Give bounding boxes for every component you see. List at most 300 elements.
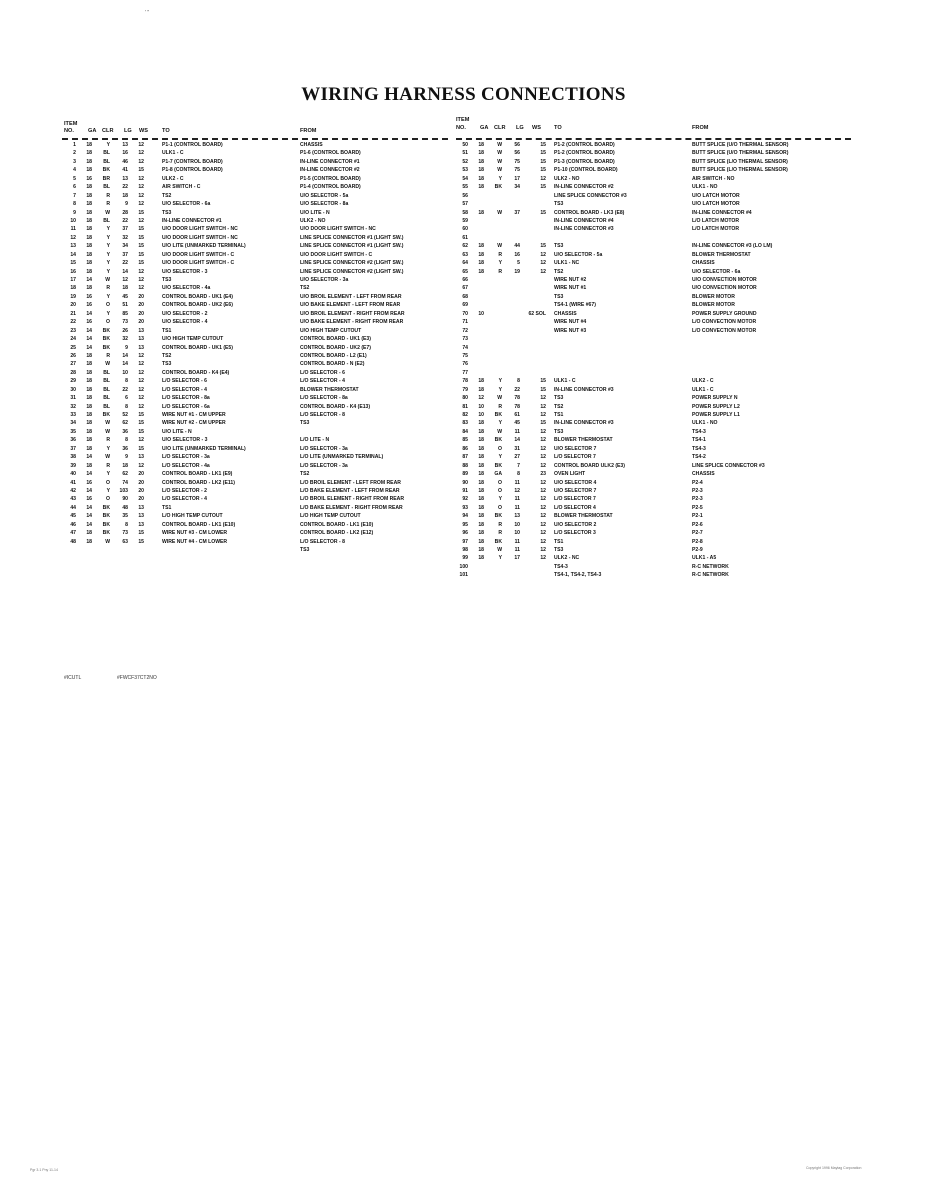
cell-gauge: 18 bbox=[86, 369, 92, 376]
cell-from-terminal: IN-LINE CONNECTOR #1 bbox=[300, 158, 360, 165]
cell-item-no: 14 bbox=[70, 251, 76, 258]
cell-wire-size: 15 bbox=[138, 209, 144, 216]
cell-item-no: 69 bbox=[462, 302, 468, 309]
cell-length: 12 bbox=[514, 487, 520, 494]
cell-color: BK bbox=[102, 336, 110, 343]
cell-length: 11 bbox=[514, 496, 520, 503]
cell-item-no: 36 bbox=[70, 437, 76, 444]
cell-item-no: 74 bbox=[462, 344, 468, 351]
cell-gauge: 18 bbox=[478, 150, 484, 157]
table-row bbox=[456, 453, 851, 461]
cell-color: BL bbox=[103, 158, 110, 165]
cell-from-terminal: U/O CONVECTION MOTOR bbox=[692, 285, 757, 292]
cell-gauge: 18 bbox=[478, 209, 484, 216]
cell-gauge: 14 bbox=[86, 471, 92, 478]
cell-from-terminal: U/O DOOR LIGHT SWITCH - NC bbox=[300, 226, 376, 233]
cell-item-no: 100 bbox=[459, 563, 468, 570]
cell-length: 8 bbox=[125, 403, 128, 410]
cell-gauge: 18 bbox=[86, 268, 92, 275]
header-to: TO bbox=[162, 128, 170, 134]
cell-item-no: 40 bbox=[70, 471, 76, 478]
cell-to-terminal: WIRE NUT #2 - CM UPPER bbox=[162, 420, 226, 427]
cell-to-terminal: L/O SELECTOR - 6 bbox=[162, 378, 207, 385]
cell-gauge: 14 bbox=[86, 487, 92, 494]
cell-to-terminal: WIRE NUT #1 - CM UPPER bbox=[162, 412, 226, 418]
cell-color: BL bbox=[103, 150, 110, 157]
table-row bbox=[62, 445, 448, 453]
cell-color: Y bbox=[106, 142, 110, 148]
cell-item-no: 34 bbox=[70, 420, 76, 427]
cell-gauge: 18 bbox=[478, 251, 484, 258]
cell-item-no: 16 bbox=[70, 268, 76, 275]
cell-wire-size: 12 bbox=[540, 462, 546, 469]
cell-from-terminal: TS4-1 bbox=[692, 437, 706, 444]
cell-from-terminal: BUTT SPLICE (L/O THERMAL SENSOR) bbox=[692, 158, 788, 165]
cell-from-terminal: R-C NETWORK bbox=[692, 563, 729, 570]
cell-length: 18 bbox=[122, 192, 128, 199]
cell-wire-size: 13 bbox=[138, 454, 144, 461]
cell-wire-size: 20 bbox=[138, 293, 144, 300]
cell-gauge: 16 bbox=[86, 319, 92, 326]
header-no: NO. bbox=[456, 125, 466, 131]
cell-length: 61 bbox=[514, 412, 520, 418]
cell-from-terminal: POWER SUPPLY GROUND bbox=[692, 310, 757, 317]
cell-gauge: 14 bbox=[86, 521, 92, 528]
left-table bbox=[62, 121, 448, 554]
cell-from-terminal: BUTT SPLICE (U/O THERMAL SENSOR) bbox=[692, 150, 789, 157]
cell-item-no: 4 bbox=[73, 167, 76, 174]
cell-length: 90 bbox=[122, 496, 128, 503]
cell-gauge: 10 bbox=[478, 310, 484, 317]
cell-color: Y bbox=[498, 555, 502, 562]
cell-to-terminal: L/O SELECTOR 7 bbox=[554, 496, 596, 503]
cell-item-no: 9 bbox=[73, 209, 76, 216]
cell-item-no: 55 bbox=[462, 184, 468, 191]
cell-length: 19 bbox=[514, 268, 520, 275]
cell-to-terminal: P1-1 (CONTROL BOARD) bbox=[162, 142, 223, 148]
cell-color: Y bbox=[106, 293, 110, 300]
cell-wire-size: 12 bbox=[138, 369, 144, 376]
cell-wire-size: 15 bbox=[540, 420, 546, 427]
cell-gauge: 18 bbox=[86, 260, 92, 267]
header-clr: CLR bbox=[102, 128, 114, 134]
cell-color: BL bbox=[103, 395, 110, 402]
cell-length: 31 bbox=[514, 445, 520, 452]
cell-color: W bbox=[497, 209, 502, 216]
cell-gauge: 18 bbox=[86, 462, 92, 469]
table-row bbox=[62, 479, 448, 487]
cell-color: BK bbox=[102, 521, 110, 528]
header-item: ITEM bbox=[456, 117, 470, 123]
cell-gauge: 18 bbox=[86, 167, 92, 174]
cell-color: BL bbox=[103, 378, 110, 385]
table-row bbox=[62, 352, 448, 360]
cell-gauge: 18 bbox=[86, 142, 92, 148]
cell-gauge: 18 bbox=[86, 234, 92, 241]
cell-from-terminal: TS4-3 bbox=[692, 428, 706, 435]
table-row bbox=[62, 495, 448, 503]
cell-wire-size: 15 bbox=[138, 530, 144, 537]
cell-to-terminal: U/O SELECTOR - 2 bbox=[162, 310, 208, 317]
cell-from-terminal: IN-LINE CONNECTOR #3 (LO LM) bbox=[692, 243, 773, 250]
cell-length: 14 bbox=[122, 361, 128, 368]
table-row bbox=[62, 487, 448, 495]
cell-wire-size: 15 bbox=[138, 251, 144, 258]
cell-gauge: 18 bbox=[86, 428, 92, 435]
cell-wire-size: 12 bbox=[540, 268, 546, 275]
cell-wire-size: 12 bbox=[540, 504, 546, 511]
cell-to-terminal: CONTROL BOARD - K4 (E4) bbox=[162, 369, 230, 376]
cell-to-terminal: TS1 bbox=[162, 504, 172, 511]
cell-from-terminal: CHASSIS bbox=[300, 142, 323, 148]
cell-color: O bbox=[498, 445, 502, 452]
cell-color: Y bbox=[498, 420, 502, 427]
table-row bbox=[62, 217, 448, 225]
cell-length: 10 bbox=[122, 369, 128, 376]
cell-wire-size: 13 bbox=[138, 513, 144, 520]
cell-wire-size: 12 bbox=[138, 462, 144, 469]
cell-to-terminal: TS1 bbox=[554, 412, 564, 418]
cell-from-terminal: P2-6 bbox=[692, 521, 703, 528]
cell-item-no: 27 bbox=[70, 361, 76, 368]
cell-from-terminal: CONTROL BOARD - K4 (E13) bbox=[300, 403, 371, 410]
table-row bbox=[62, 369, 448, 377]
cell-to-terminal: U/O SELECTOR - 4 bbox=[162, 319, 208, 326]
cell-wire-size: 12 bbox=[138, 158, 144, 165]
table-row bbox=[456, 436, 851, 444]
cell-from-terminal: U/O DOOR LIGHT SWITCH - C bbox=[300, 251, 373, 258]
cell-length: 35 bbox=[122, 513, 128, 520]
cell-wire-size: 15 bbox=[138, 226, 144, 233]
cell-gauge: 14 bbox=[86, 513, 92, 520]
cell-color: BL bbox=[103, 217, 110, 224]
table-row bbox=[62, 310, 448, 318]
table-row bbox=[456, 495, 851, 503]
cell-item-no: 21 bbox=[70, 310, 76, 317]
cell-wire-size: 12 bbox=[540, 479, 546, 486]
cell-length: 7 bbox=[517, 462, 520, 469]
cell-gauge: 18 bbox=[478, 268, 484, 275]
cell-item-no: 97 bbox=[462, 538, 468, 545]
table-row bbox=[456, 386, 851, 394]
cell-color: R bbox=[106, 462, 110, 469]
cell-item-no: 78 bbox=[462, 378, 468, 385]
cell-to-terminal: TS4-1 (WIRE #67) bbox=[554, 302, 596, 309]
table-row bbox=[62, 301, 448, 309]
cell-wire-size: 12 bbox=[540, 513, 546, 520]
table-row bbox=[456, 479, 851, 487]
footer-small-left: Pgr 3.1 Pny 11-14 bbox=[30, 1168, 58, 1172]
cell-item-no: 38 bbox=[70, 454, 76, 461]
cell-from-terminal: CONTROL BOARD - UK1 (E3) bbox=[300, 336, 371, 343]
cell-wire-size: 12 bbox=[540, 547, 546, 553]
cell-gauge: 18 bbox=[478, 167, 484, 174]
cell-gauge: 16 bbox=[86, 293, 92, 300]
table-row bbox=[456, 158, 851, 166]
table-row bbox=[456, 268, 851, 276]
cell-gauge: 18 bbox=[478, 158, 484, 165]
cell-wire-size: 15 bbox=[138, 428, 144, 435]
cell-gauge: 18 bbox=[478, 142, 484, 148]
cell-color: O bbox=[106, 496, 110, 503]
cell-length: 45 bbox=[122, 293, 128, 300]
cell-wire-size: 15 bbox=[540, 150, 546, 157]
cell-from-terminal: L/O SELECTOR - 8 bbox=[300, 412, 345, 418]
cell-length: 78 bbox=[514, 403, 520, 410]
cell-to-terminal: CHASSIS bbox=[554, 310, 577, 317]
cell-from-terminal: U/O SELECTOR - 3a bbox=[300, 277, 349, 283]
cell-length: 85 bbox=[122, 310, 128, 317]
cell-color: R bbox=[106, 352, 110, 359]
cell-to-terminal: U/O LITE (UNMARKED TERMINAL) bbox=[162, 445, 246, 452]
cell-gauge: 18 bbox=[86, 395, 92, 402]
cell-color: Y bbox=[498, 454, 502, 461]
table-row bbox=[456, 310, 851, 318]
table-row bbox=[456, 571, 851, 579]
cell-item-no: 13 bbox=[70, 243, 76, 250]
cell-to-terminal: WIRE NUT #3 bbox=[554, 327, 587, 334]
cell-color: Y bbox=[106, 310, 110, 317]
cell-length: 75 bbox=[514, 167, 520, 174]
cell-to-terminal: BLOWER THERMOSTAT bbox=[554, 513, 613, 520]
cell-length: 22 bbox=[122, 260, 128, 267]
table-row bbox=[456, 327, 851, 335]
cell-from-terminal: P2-1 bbox=[692, 513, 703, 520]
cell-from-terminal: U/O SELECTOR - 8a bbox=[300, 201, 349, 208]
cell-wire-size: 15 bbox=[138, 260, 144, 267]
cell-gauge: 18 bbox=[86, 352, 92, 359]
cell-gauge: 18 bbox=[86, 530, 92, 537]
table-row bbox=[456, 200, 851, 208]
cell-item-no: 94 bbox=[462, 513, 468, 520]
cell-gauge: 18 bbox=[86, 226, 92, 233]
header-ga: GA bbox=[480, 125, 489, 131]
cell-from-terminal: R-C NETWORK bbox=[692, 572, 729, 579]
cell-wire-size: 12 bbox=[540, 437, 546, 444]
cell-color: R bbox=[106, 201, 110, 208]
cell-gauge: 18 bbox=[478, 175, 484, 182]
cell-color: BR bbox=[102, 175, 110, 182]
cell-item-no: 1 bbox=[73, 142, 76, 148]
table-row bbox=[62, 394, 448, 402]
cell-to-terminal: L/O SELECTOR - 3a bbox=[162, 454, 210, 461]
footer-small-right: Copyright 1996 Maytag Corporation bbox=[806, 1166, 862, 1170]
cell-to-terminal: TS3 bbox=[554, 428, 564, 435]
cell-gauge: 10 bbox=[478, 412, 484, 418]
cell-item-no: 26 bbox=[70, 352, 76, 359]
cell-length: 11 bbox=[514, 479, 520, 486]
cell-item-no: 15 bbox=[70, 260, 76, 267]
cell-from-terminal: P2-5 bbox=[692, 504, 703, 511]
cell-wire-size: 15 bbox=[540, 378, 546, 385]
cell-color: GA bbox=[494, 471, 502, 478]
table-row bbox=[456, 225, 851, 233]
cell-color: Y bbox=[106, 487, 110, 494]
table-row bbox=[62, 403, 448, 411]
cell-item-no: 71 bbox=[462, 319, 468, 326]
cell-item-no: 61 bbox=[462, 234, 468, 241]
cell-length: 5 bbox=[517, 260, 520, 267]
cell-from-terminal: LINE SPLICE CONNECTOR #1 (LIGHT SW.) bbox=[300, 243, 404, 250]
table-row bbox=[62, 268, 448, 276]
cell-to-terminal: ULK2 - C bbox=[162, 175, 184, 182]
cell-from-terminal: P2-3 bbox=[692, 496, 703, 503]
cell-wire-size: 12 bbox=[540, 412, 546, 418]
cell-from-terminal: TS3 bbox=[300, 420, 310, 427]
table-row bbox=[456, 284, 851, 292]
cell-wire-size: 12 bbox=[138, 184, 144, 191]
cell-from-terminal: L/O LITE (UNMARKED TERMINAL) bbox=[300, 454, 384, 461]
cell-color: R bbox=[106, 437, 110, 444]
table-row bbox=[456, 369, 851, 377]
cell-color: BK bbox=[494, 462, 502, 469]
cell-wire-size: 12 bbox=[138, 192, 144, 199]
cell-to-terminal: L/O SELECTOR 4 bbox=[554, 504, 596, 511]
cell-length: 45 bbox=[514, 420, 520, 427]
cell-length: 13 bbox=[514, 513, 520, 520]
cell-from-terminal: L/O BROIL ELEMENT - RIGHT FROM REAR bbox=[300, 496, 405, 503]
table-row bbox=[456, 344, 851, 352]
cell-gauge: 18 bbox=[478, 243, 484, 250]
cell-item-no: 99 bbox=[462, 555, 468, 562]
table-row bbox=[62, 529, 448, 537]
cell-item-no: 64 bbox=[462, 260, 468, 267]
cell-wire-size: 12 bbox=[540, 251, 546, 258]
table-row bbox=[62, 453, 448, 461]
cell-color: W bbox=[497, 243, 502, 250]
cell-length: 8 bbox=[125, 521, 128, 528]
cell-from-terminal: BUTT SPLICE (L/O THERMAL SENSOR) bbox=[692, 167, 788, 174]
cell-item-no: 62 bbox=[462, 243, 468, 250]
table-row bbox=[456, 259, 851, 267]
cell-from-terminal: P1-4 (CONTROL BOARD) bbox=[300, 184, 361, 191]
cell-wire-size: 15 bbox=[540, 386, 546, 393]
cell-item-no: 33 bbox=[70, 412, 76, 418]
cell-from-terminal: CONTROL BOARD - N (E2) bbox=[300, 361, 365, 368]
cell-to-terminal: U/O SELECTOR - 3 bbox=[162, 437, 208, 444]
cell-to-terminal: ULK1 - C bbox=[162, 150, 184, 157]
cell-wire-size: 12 bbox=[138, 403, 144, 410]
cell-color: W bbox=[497, 547, 502, 553]
cell-to-terminal: U/O SELECTOR 7 bbox=[554, 487, 597, 494]
cell-length: 32 bbox=[122, 336, 128, 343]
cell-color: R bbox=[498, 530, 502, 537]
cell-item-no: 51 bbox=[462, 150, 468, 157]
cell-item-no: 23 bbox=[70, 327, 76, 334]
cell-to-terminal: TS3 bbox=[554, 547, 564, 553]
cell-color: BK bbox=[102, 504, 110, 511]
cell-to-terminal: U/O SELECTOR - 4a bbox=[162, 285, 211, 292]
cell-from-terminal: ULK2 - NO bbox=[300, 217, 326, 224]
cell-from-terminal: POWER SUPPLY L1 bbox=[692, 412, 740, 418]
cell-length: 37 bbox=[122, 226, 128, 233]
cell-length: 62 bbox=[122, 420, 128, 427]
cell-item-no: 44 bbox=[70, 504, 76, 511]
cell-to-terminal: IN-LINE CONNECTOR #3 bbox=[554, 226, 614, 233]
right-table-header bbox=[456, 117, 851, 137]
cell-color: W bbox=[105, 428, 110, 435]
cell-gauge: 18 bbox=[478, 260, 484, 267]
cell-from-terminal: U/O BAKE ELEMENT - RIGHT FROM REAR bbox=[300, 319, 404, 326]
cell-gauge: 18 bbox=[478, 521, 484, 528]
cell-gauge: 12 bbox=[478, 395, 484, 402]
cell-from-terminal: P1-5 (CONTROL BOARD) bbox=[300, 175, 361, 182]
cell-to-terminal: U/O LITE - N bbox=[162, 428, 192, 435]
cell-from-terminal: IN-LINE CONNECTOR #4 bbox=[692, 209, 752, 216]
cell-to-terminal: IN-LINE CONNECTOR #3 bbox=[554, 386, 614, 393]
cell-from-terminal: L/O BAKE ELEMENT - RIGHT FROM REAR bbox=[300, 504, 403, 511]
cell-item-no: 59 bbox=[462, 217, 468, 224]
cell-length: 51 bbox=[122, 302, 128, 309]
cell-from-terminal: L/O LITE - N bbox=[300, 437, 330, 444]
table-row bbox=[62, 175, 448, 183]
table-row bbox=[62, 200, 448, 208]
cell-length: 17 bbox=[514, 175, 520, 182]
cell-item-no: 41 bbox=[70, 479, 76, 486]
table-row bbox=[62, 158, 448, 166]
cell-gauge: 18 bbox=[86, 403, 92, 410]
table-row bbox=[456, 242, 851, 250]
cell-from-terminal: U/O LATCH MOTOR bbox=[692, 192, 740, 199]
cell-from-terminal: U/O HIGH TEMP CUTOUT bbox=[300, 327, 362, 334]
cell-gauge: 18 bbox=[478, 462, 484, 469]
cell-to-terminal: L/O SELECTOR - 2 bbox=[162, 487, 207, 494]
cell-wire-size: 15 bbox=[138, 243, 144, 250]
table-row bbox=[62, 318, 448, 326]
cell-length: 11 bbox=[514, 547, 520, 553]
header-separator bbox=[456, 138, 851, 140]
cell-from-terminal: L/O SELECTOR - 4 bbox=[300, 378, 345, 385]
cell-length: 16 bbox=[122, 150, 128, 157]
cell-color: R bbox=[498, 521, 502, 528]
left-rows bbox=[62, 141, 448, 554]
cell-color: Y bbox=[498, 378, 502, 385]
cell-to-terminal: BLOWER THERMOSTAT bbox=[554, 437, 613, 444]
table-row bbox=[456, 175, 851, 183]
cell-item-no: 92 bbox=[462, 496, 468, 503]
cell-color: W bbox=[497, 158, 502, 165]
cell-color: BK bbox=[494, 538, 502, 545]
cell-color: W bbox=[105, 209, 110, 216]
cell-wire-size: 15 bbox=[540, 142, 546, 148]
cell-wire-size: 23 bbox=[540, 471, 546, 478]
cell-color: BK bbox=[102, 530, 110, 537]
cell-length: 63 bbox=[122, 538, 128, 545]
cell-from-terminal: U/O CONVECTION MOTOR bbox=[692, 277, 757, 283]
cell-to-terminal: P1-2 (CONTROL BOARD) bbox=[554, 150, 615, 157]
cell-from-terminal: BUTT SPLICE (U/O THERMAL SENSOR) bbox=[692, 142, 789, 148]
cell-item-no: 53 bbox=[462, 167, 468, 174]
cell-length: 73 bbox=[122, 319, 128, 326]
cell-wire-size: 12 bbox=[540, 496, 546, 503]
cell-length: 44 bbox=[514, 243, 520, 250]
table-row bbox=[456, 403, 851, 411]
cell-wire-size: 15 bbox=[540, 243, 546, 250]
cell-gauge: 16 bbox=[86, 175, 92, 182]
cell-length: 56 bbox=[514, 142, 520, 148]
table-row bbox=[62, 335, 448, 343]
cell-from-terminal: L/O CONVECTION MOTOR bbox=[692, 327, 757, 334]
cell-wire-size: 12 bbox=[138, 142, 144, 148]
cell-item-no: 95 bbox=[462, 521, 468, 528]
cell-item-no: 85 bbox=[462, 437, 468, 444]
cell-wire-size: 12 bbox=[540, 530, 546, 537]
cell-from-terminal: POWER SUPPLY L2 bbox=[692, 403, 740, 410]
cell-gauge: 18 bbox=[86, 378, 92, 385]
cell-color: BK bbox=[494, 437, 502, 444]
cell-gauge: 14 bbox=[86, 344, 92, 351]
cell-item-no: 101 bbox=[459, 572, 468, 579]
